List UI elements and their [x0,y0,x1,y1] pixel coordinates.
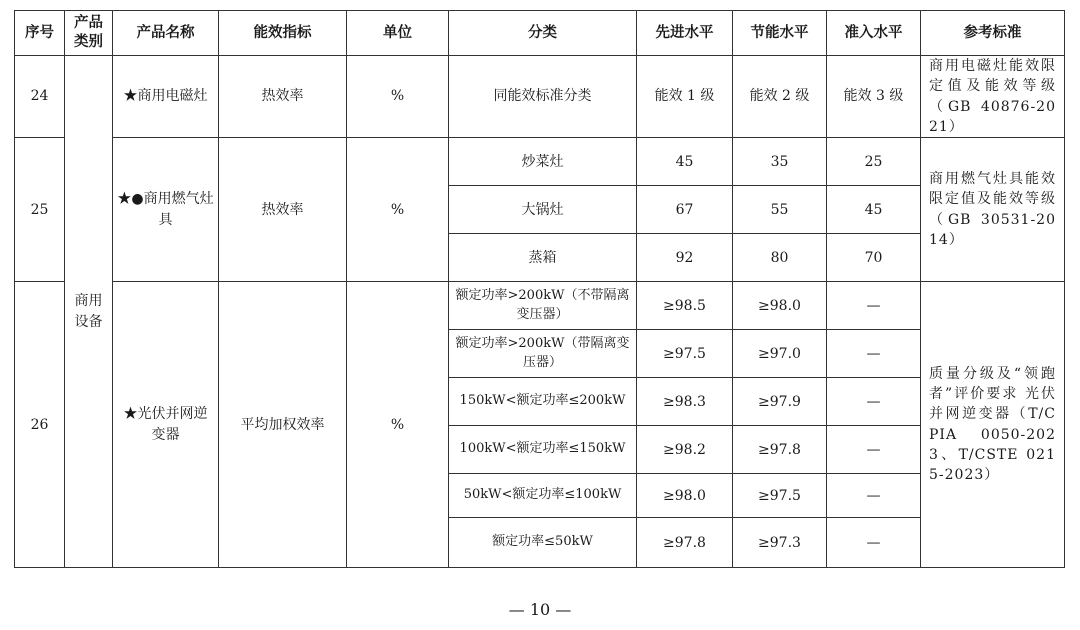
advanced-level: 能效 1 级 [637,56,733,138]
unit: % [347,56,449,138]
table-row [15,138,1065,186]
table-row [15,282,1065,330]
advanced-level: ≥98.2 [637,426,733,474]
advanced-level: 45 [637,138,733,186]
advanced-level: 92 [637,234,733,282]
classification: 额定功率≤50kW [449,518,637,568]
header-cell: 先进水平 [637,11,733,56]
entry-level: — [827,518,921,568]
header-cell: 序号 [15,11,65,56]
unit: % [347,282,449,568]
header-cell: 参考标准 [921,11,1065,56]
efficiency-indicator: 热效率 [219,138,347,282]
classification: 额定功率>200kW（带隔离变压器） [449,330,637,378]
energy-saving-level: ≥97.5 [733,474,827,518]
advanced-level: ≥97.5 [637,330,733,378]
advanced-level: ≥98.5 [637,282,733,330]
energy-saving-level: 55 [733,186,827,234]
header-cell: 能效指标 [219,11,347,56]
product-name: ★商用电磁灶 [113,56,219,138]
row-number: 26 [15,282,65,568]
table-row [15,56,1065,138]
product-name: ★●商用燃气灶具 [113,138,219,282]
entry-level: 25 [827,138,921,186]
energy-saving-level: ≥97.8 [733,426,827,474]
product-category: 商用设备 [65,56,113,568]
header-cell: 单位 [347,11,449,56]
energy-saving-level: ≥97.9 [733,378,827,426]
classification: 100kW<额定功率≤150kW [449,426,637,474]
row-number: 24 [15,56,65,138]
header-cell: 节能水平 [733,11,827,56]
row-number: 25 [15,138,65,282]
entry-level: — [827,378,921,426]
entry-level: 45 [827,186,921,234]
entry-level: — [827,282,921,330]
energy-saving-level: 80 [733,234,827,282]
page-number: — 10 — [508,600,572,619]
standards-table [14,10,1065,568]
header-cell: 准入水平 [827,11,921,56]
efficiency-indicator: 热效率 [219,56,347,138]
energy-saving-level: ≥97.0 [733,330,827,378]
energy-saving-level: 能效 2 级 [733,56,827,138]
energy-saving-level: ≥97.3 [733,518,827,568]
header-cell: 产品名称 [113,11,219,56]
advanced-level: ≥98.3 [637,378,733,426]
header-cell: 产品类别 [65,11,113,56]
reference-standard: 商用电磁灶能效限定值及能效等级（GB 40876-2021） [921,56,1065,138]
header-cell: 分类 [449,11,637,56]
classification: 额定功率>200kW（不带隔离变压器） [449,282,637,330]
entry-level: 70 [827,234,921,282]
energy-saving-level: 35 [733,138,827,186]
classification: 同能效标准分类 [449,56,637,138]
classification: 炒菜灶 [449,138,637,186]
reference-standard: 商用燃气灶具能效限定值及能效等级（GB 30531-2014） [921,138,1065,282]
entry-level: 能效 3 级 [827,56,921,138]
classification: 150kW<额定功率≤200kW [449,378,637,426]
entry-level: — [827,426,921,474]
advanced-level: 67 [637,186,733,234]
advanced-level: ≥98.0 [637,474,733,518]
classification: 50kW<额定功率≤100kW [449,474,637,518]
entry-level: — [827,330,921,378]
header-row [15,11,1065,56]
energy-saving-level: ≥98.0 [733,282,827,330]
unit: % [347,138,449,282]
entry-level: — [827,474,921,518]
advanced-level: ≥97.8 [637,518,733,568]
classification: 蒸箱 [449,234,637,282]
efficiency-indicator: 平均加权效率 [219,282,347,568]
classification: 大锅灶 [449,186,637,234]
reference-standard: 质量分级及“领跑者”评价要求 光伏并网逆变器（T/CPIA 0050-2023、T/CSTE 0215-2023） [921,282,1065,568]
product-name: ★光伏并网逆变器 [113,282,219,568]
